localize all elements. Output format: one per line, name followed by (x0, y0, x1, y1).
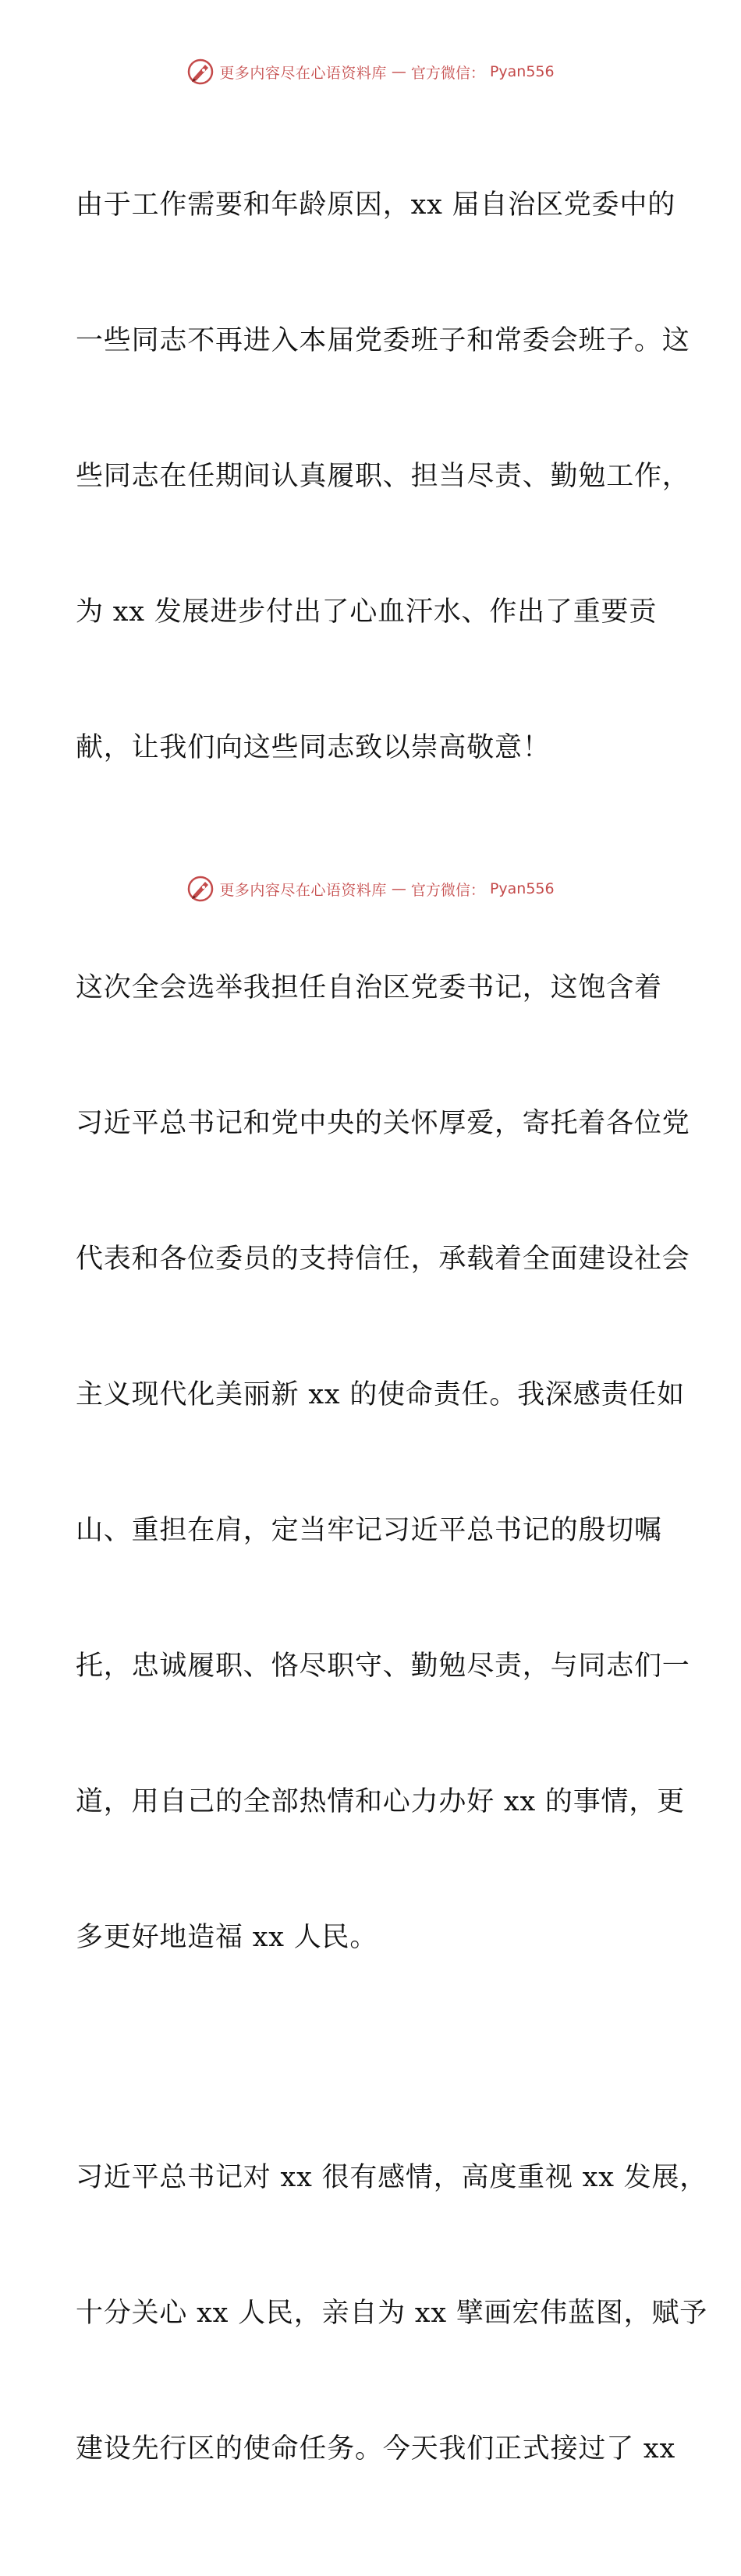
pen-logo-icon (186, 58, 214, 86)
text-line: 习近平总书记对 xx 很有感情，高度重视 xx 发展， (76, 2162, 708, 2193)
text-line: 山、重担在肩，定当牢记习近平总书记的殷切嘱 (76, 1515, 662, 1546)
watermark-text: 更多内容尽在心语资料库 (219, 881, 387, 899)
watermark-text: 更多内容尽在心语资料库 (219, 64, 387, 82)
watermark-dash: — (391, 880, 406, 897)
text-line: 一些同志不再进入本届党委班子和常委会班子。这 (76, 325, 690, 356)
text-line: 代表和各位委员的支持信任，承载着全面建设社会 (76, 1244, 690, 1275)
paragraph-1 (76, 92, 690, 861)
text-line: 建设先行区的使命任务。今天我们正式接过了 xx (76, 2433, 676, 2465)
text-line: 为 xx 发展进步付出了心血汗水、作出了重要贡 (76, 596, 658, 628)
text-line: 献，让我们向这些同志致以崇高敬意！ (76, 732, 551, 763)
text-line: 多更好地造福 xx 人民。 (76, 1922, 378, 1953)
text-line: 由于工作需要和年龄原因，xx 届自治区党委中的 (76, 189, 676, 221)
paragraph-3 (76, 2065, 708, 2562)
text-line: 十分关心 xx 人民，亲自为 xx 擘画宏伟蓝图，赋予 (76, 2298, 708, 2329)
text-line: 托，忠诚履职、恪尽职守、勤勉尽责，与同志们一 (76, 1651, 690, 1682)
watermark-weixin-label: 官方微信： (410, 64, 485, 82)
text-line: 习近平总书记和党中央的关怀厚爱，寄托着各位党 (76, 1108, 690, 1139)
watermark-weixin-label: 官方微信： (410, 881, 485, 899)
watermark-dash: — (391, 63, 406, 80)
text-line: 这次全会选举我担任自治区党委书记，这饱含着 (76, 972, 662, 1003)
watermark-weixin-id: Pyan556 (489, 63, 555, 80)
watermark-weixin-id: Pyan556 (489, 880, 555, 897)
text-line: 主义现代化美丽新 xx 的使命责任。我深感责任如 (76, 1379, 685, 1410)
text-line: 道，用自己的全部热情和心力办好 xx 的事情，更 (76, 1786, 685, 1817)
footer-watermark (0, 872, 741, 906)
pen-logo-icon (186, 875, 214, 903)
header-watermark (0, 55, 741, 89)
text-line: 些同志在任期间认真履职、担当尽责、勤勉工作， (76, 461, 690, 492)
document-body (76, 92, 708, 2576)
paragraph-2 (76, 875, 690, 2051)
